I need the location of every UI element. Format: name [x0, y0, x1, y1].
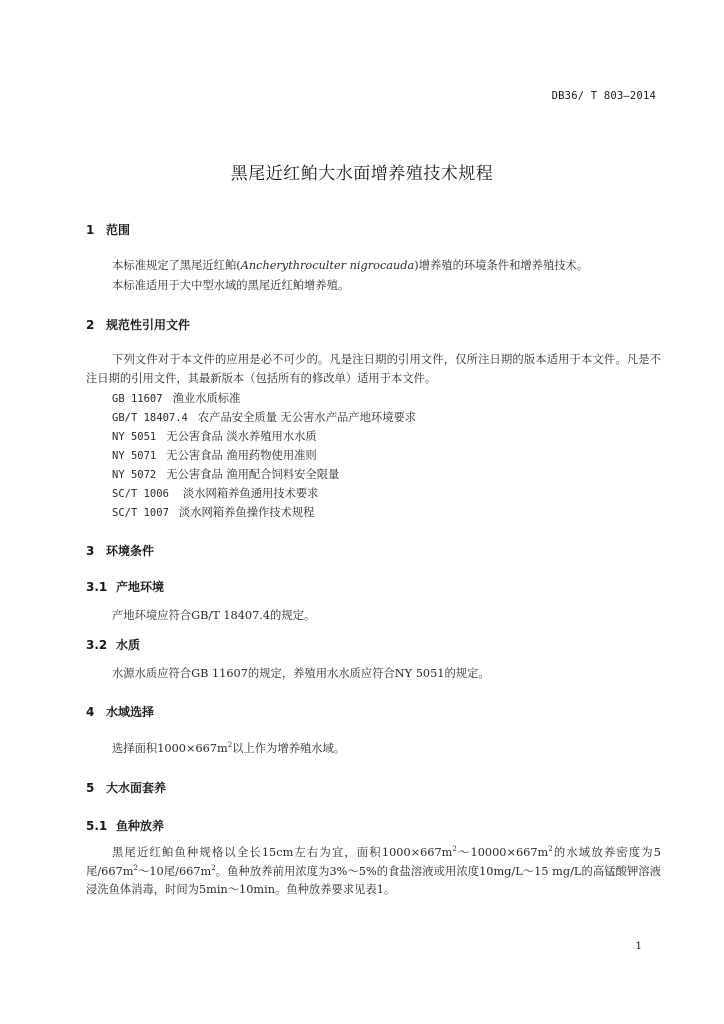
section-title: 范围	[106, 223, 131, 237]
reference-item	[112, 504, 314, 520]
section-number: 4	[86, 705, 95, 719]
section-5-heading	[86, 779, 166, 796]
reference-item	[112, 447, 317, 463]
reference-title: 农产品安全质量 无公害水产品产地环境要求	[197, 411, 417, 424]
section-3-heading	[86, 542, 154, 559]
section-4-text: 选择面积$1000\times 667m^2$以上作为增养殖水域。	[112, 741, 346, 755]
section-5-1-heading	[86, 817, 164, 834]
reference-code: SC/T 1006	[112, 488, 169, 500]
section-number: 3.1	[86, 580, 108, 594]
section-2-heading	[86, 316, 190, 333]
section-title: 产地环境	[116, 580, 165, 594]
reference-title: 渔业水质标准	[172, 392, 241, 405]
reference-code: NY 5051	[112, 431, 157, 443]
reference-title: 淡水网箱养鱼操作技术规程	[178, 506, 315, 519]
reference-item	[112, 409, 416, 425]
section-5-1-text: 黑尾近红鲌鱼种规格以全长15cm左右为宜，面积$1000\times 667m^2\sim 10000\times 667m^2$的水域放养密度为5尾$/667m^2\sim 10$尾$/667m^2$。鱼种放养前用浓度为3%～5%的食盐溶液或用浓度10mg/L～15 mg/L的高锰酸钾溶液浸洗鱼体消毒，时间为5min～10min。鱼种放养要求见表1。	[86, 845, 661, 896]
reference-item	[112, 428, 317, 444]
section-3-1-text: 产地环境应符合GB/T 18407.4的规定。	[112, 609, 316, 622]
document-title: 黑尾近红鲌大水面增养殖技术规程	[230, 164, 494, 184]
reference-title: 无公害食品 渔用配合饲料安全限量	[166, 468, 340, 481]
section-3-2-text: 水源水质应符合GB 11607的规定，养殖用水水质应符合NY 5051的规定。	[112, 667, 490, 680]
section-title: 规范性引用文件	[106, 318, 191, 332]
reference-item	[112, 485, 318, 501]
section-number: 3	[86, 544, 95, 558]
scientific-name: Ancherythroculter nigrocauda	[240, 259, 415, 272]
section-1-paragraph-2: 本标准适用于大中型水域的黑尾近红鲌增养殖。	[112, 279, 350, 292]
reference-code: GB 11607	[112, 393, 163, 405]
reference-code: GB/T 18407.4	[112, 412, 188, 424]
reference-title: 淡水网箱养鱼通用技术要求	[182, 487, 319, 500]
reference-code: SC/T 1007	[112, 507, 169, 519]
standard-code: DB36/ T 803—2014	[551, 90, 656, 102]
section-title: 水域选择	[106, 705, 155, 719]
section-1-paragraph-1: 本标准规定了黑尾近红鲌(Ancherythroculter nigrocauda)增养殖的环境条件和增养殖技术。	[112, 259, 589, 272]
section-3-2-heading	[86, 636, 140, 653]
section-title: 大水面套养	[106, 781, 167, 795]
reference-code: NY 5072	[112, 469, 157, 481]
reference-code: NY 5071	[112, 450, 157, 462]
section-number: 5	[86, 781, 95, 795]
section-title: 环境条件	[106, 544, 155, 558]
section-4-heading	[86, 703, 154, 720]
section-number: 3.2	[86, 638, 108, 652]
section-3-1-heading	[86, 578, 164, 595]
section-title: 鱼种放养	[116, 819, 165, 833]
section-title: 水质	[116, 638, 141, 652]
section-2-intro: 下列文件对于本文件的应用是必不可少的。凡是注日期的引用文件，仅所注日期的版本适用于本文件。凡是不注日期的引用文件，其最新版本（包括所有的修改单）适用于本文件。	[86, 353, 661, 385]
section-number: 1	[86, 223, 95, 237]
section-number: 2	[86, 318, 95, 332]
section-1-heading	[86, 221, 130, 238]
section-number: 5.1	[86, 819, 108, 833]
page-number: 1	[635, 940, 642, 952]
reference-item	[112, 390, 240, 406]
reference-title: 无公害食品 渔用药物使用准则	[166, 449, 317, 462]
reference-title: 无公害食品 淡水养殖用水水质	[166, 430, 317, 443]
reference-item	[112, 466, 339, 482]
